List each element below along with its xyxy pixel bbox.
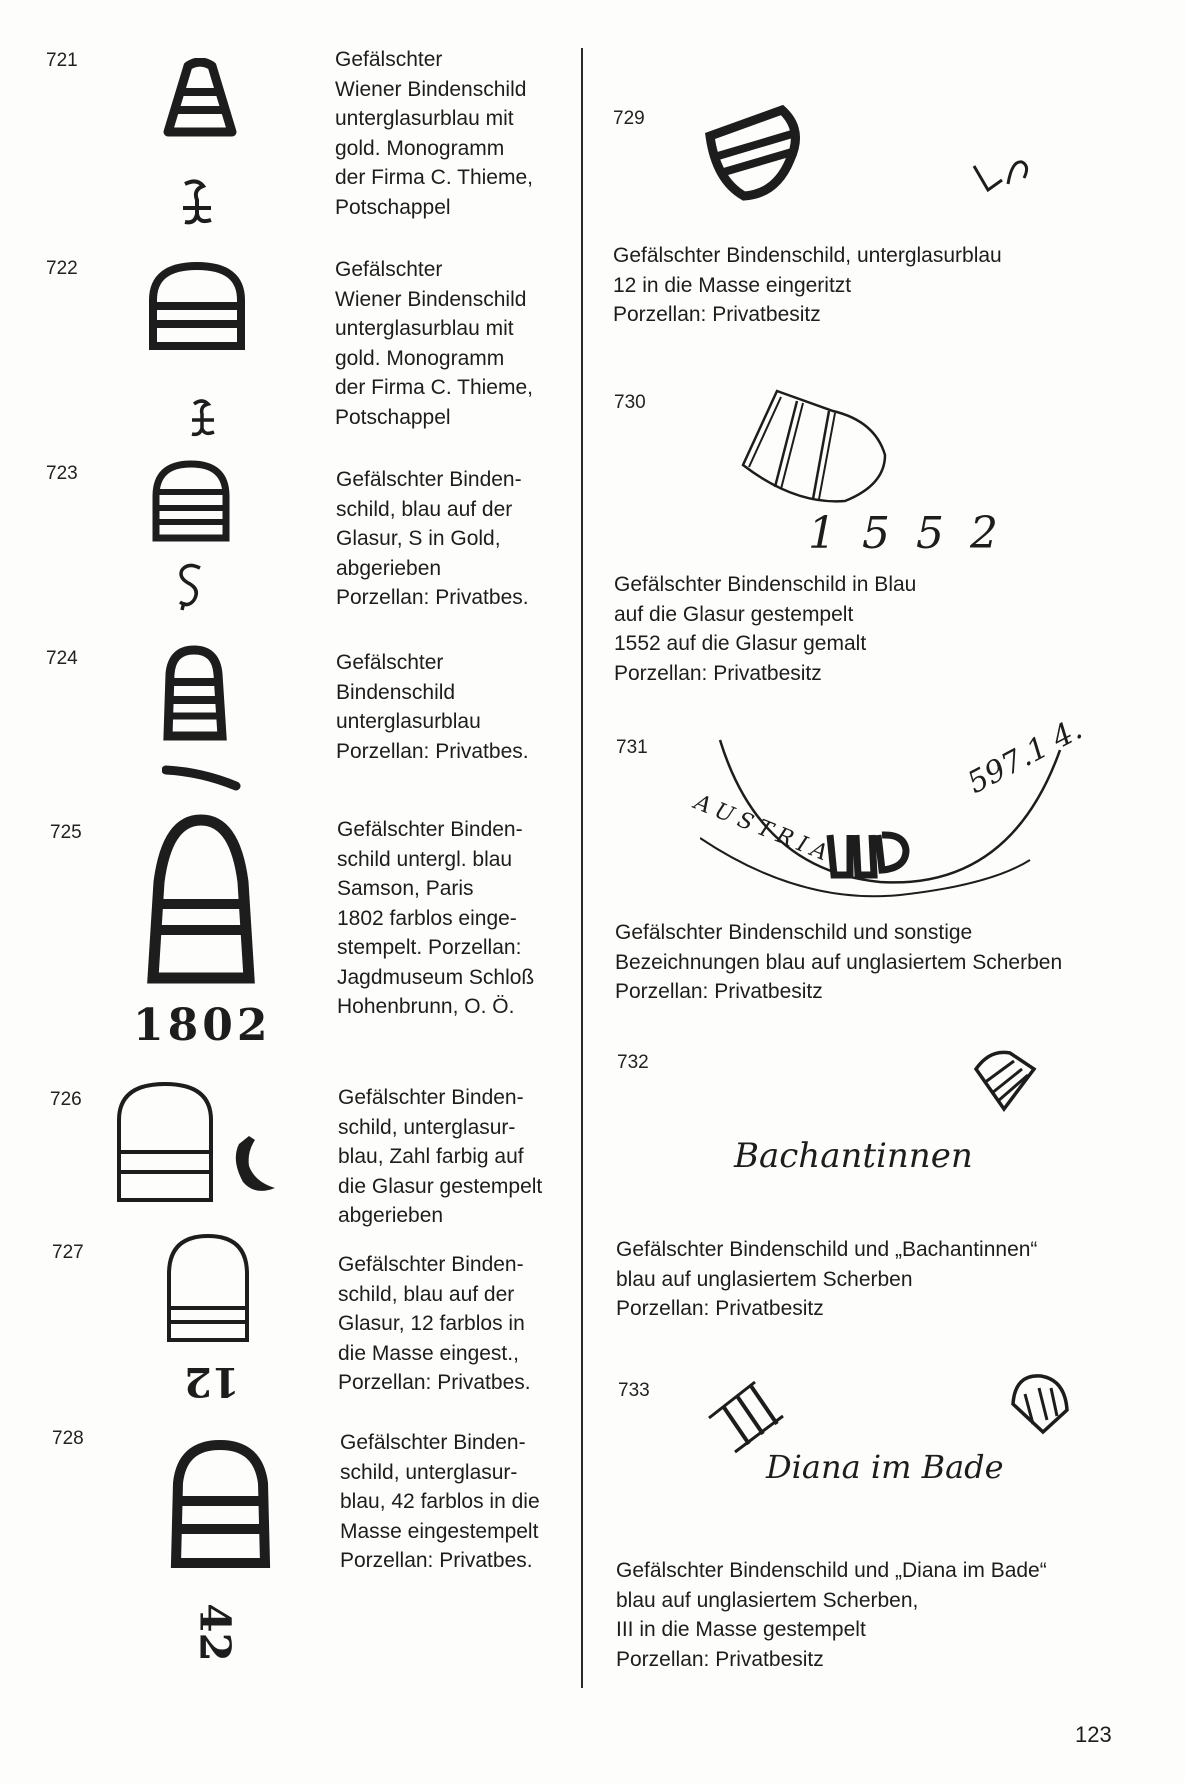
entry-number: 726: [50, 1089, 82, 1110]
number-inscription-731: 597.1 4.: [962, 711, 1088, 801]
bindenschild-mark-733: [1005, 1370, 1075, 1440]
entry-description: Gefälschter Bindenschild unterglasurblau Porzellan: Privatbes.: [336, 651, 529, 763]
entry-number: 733: [618, 1380, 650, 1401]
entry-description: Gefälschter Bindenschild in Blau auf die Glasur gestempelt 1552 auf die Glasur gemalt Porzellan: Privatbesitz: [614, 573, 917, 685]
page-number: 123: [1075, 1722, 1112, 1747]
entry-number: 730: [614, 392, 646, 413]
three-bar-mark-733: [705, 1378, 795, 1458]
number-mark-727: 12: [184, 1358, 240, 1405]
entry-number: 728: [52, 1428, 84, 1449]
bindenschild-mark-722: [147, 260, 247, 352]
entry-description: Gefälschter Binden- schild, blau auf der Glasur, S in Gold, abgerieben Porzellan: Privatbes.: [336, 468, 529, 609]
entry-description: Gefälschter Binden- schild, unterglasur- blau, Zahl farbig auf die Glasur gestempelt abgerieben: [338, 1086, 543, 1227]
bindenschild-mark-732: [970, 1045, 1040, 1115]
bindenschild-mark-725: [145, 812, 257, 987]
entry-description: Gefälschter Bindenschild und „Bachantinnen“ blau auf unglasiertem Scherben Porzellan: Privatbesitz: [616, 1238, 1038, 1320]
scratched-number-mark-729: [968, 150, 1038, 200]
entry-number: 731: [616, 737, 648, 758]
austria-inscription-731: AUSTRIA: [690, 790, 837, 869]
entry-number: 722: [46, 258, 78, 279]
bindenschild-mark-729: [700, 100, 812, 204]
entry-number: 729: [613, 108, 645, 129]
column-divider: [581, 48, 583, 1688]
monogram-mark-721: [175, 178, 220, 228]
bindenschild-mark-723: [150, 458, 232, 544]
entry-number: 724: [46, 648, 78, 669]
number-mark-728: 42: [190, 1603, 240, 1662]
diana-im-bade-inscription-733: Diana im Bade: [766, 1448, 1004, 1486]
number-mark-725: 1802: [133, 1000, 272, 1051]
stroke-mark-724: [162, 762, 242, 792]
entry-description: Gefälschter Bindenschild, unterglasurblau 12 in die Masse eingeritzt Porzellan: Privatbesitz: [613, 244, 1002, 326]
entry-number: 723: [46, 463, 78, 484]
bindenschild-mark-721: [160, 58, 240, 138]
bindenschild-mark-728: [168, 1437, 273, 1572]
entry-number: 727: [52, 1242, 84, 1263]
bindenschild-mark-730: [735, 385, 895, 510]
entry-number: 721: [46, 50, 78, 71]
bindenschild-mark-724: [160, 644, 230, 744]
number-mark-730: 1552: [808, 508, 1024, 559]
bachantinnen-inscription-732: Bachantinnen: [734, 1136, 973, 1176]
entry-number: 732: [617, 1052, 649, 1073]
stroke-mark-726: [225, 1130, 285, 1200]
entry-description: Gefälschter Bindenschild und sonstige Bezeichnungen blau auf unglasiertem Scherben Porzellan: Privatbesitz: [615, 921, 1063, 1003]
entry-description: Gefälschter Wiener Bindenschild unterglasurblau mit gold. Monogramm der Firma C. Thieme, Potschappel: [335, 258, 533, 429]
bindenschild-mark-726: [115, 1080, 215, 1206]
entry-description: Gefälschter Bindenschild und „Diana im Bade“ blau auf unglasiertem Scherben, III in die Masse gestempelt Porzellan: Privatbesitz: [616, 1559, 1047, 1671]
monogram-mark-722: [186, 398, 220, 438]
entry-description: Gefälschter Binden- schild, unterglasur- blau, 42 farblos in die Masse eingestempelt Porzellan: Privatbes.: [340, 1431, 540, 1572]
entry-description: Gefälschter Binden- schild, blau auf der Glasur, 12 farblos in die Masse eingest., Porzellan: Privatbes.: [338, 1253, 531, 1394]
svg-text:12: 12: [968, 150, 970, 151]
s-letter-mark-723: [172, 560, 208, 612]
entry-number: 725: [50, 822, 82, 843]
entry-description: Gefälschter Wiener Bindenschild unterglasurblau mit gold. Monogramm der Firma C. Thieme, Potschappel: [335, 48, 533, 219]
bindenschild-mark-727: [163, 1232, 253, 1347]
entry-description: Gefälschter Binden- schild untergl. blau Samson, Paris 1802 farblos einge- stempelt. Porzellan: Jagdmuseum Schloß Hohenbrunn, O. Ö.: [337, 818, 535, 1018]
